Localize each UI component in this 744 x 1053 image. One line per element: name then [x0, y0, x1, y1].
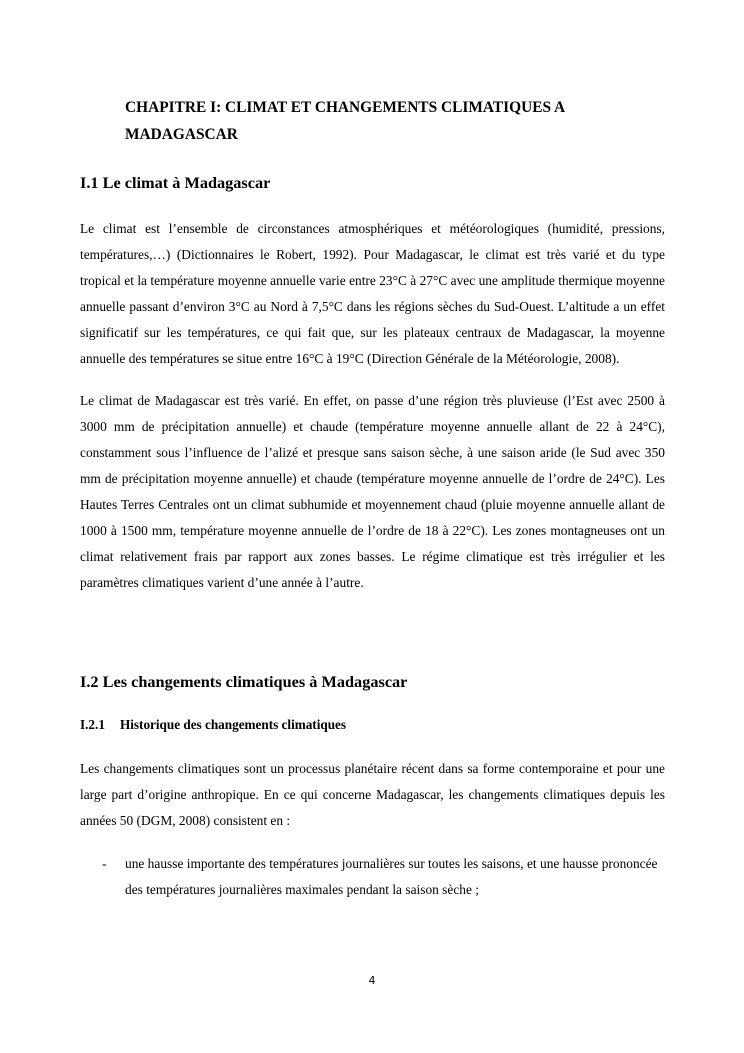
subsection-number: I.2.1 — [80, 717, 105, 732]
page-number: 4 — [368, 974, 376, 987]
paragraph-climate-change-intro: Les changements climatiques sont un processus planétaire récent dans sa forme contemporaine et pour une large part d’origine anthropique. En ce qui concerne Madagascar, les changements climatiques depuis les années 50 (DGM, 2008) consistent en : — [80, 761, 665, 828]
list-bullet: - — [102, 856, 107, 871]
list-item-text: une hausse importante des températures journalières sur toutes les saisons, et une hausse prononcée des températures journalières maximales pendant la saison sèche ; — [125, 856, 658, 897]
section-heading-climate-change: I.2 Les changements climatiques à Madagascar — [80, 672, 408, 691]
climate-change-list — [80, 851, 665, 903]
paragraph-climate-definition: Le climat est l’ensemble de circonstances atmosphériques et météorologiques (humidité, pressions, températures,…) (Dictionnaires le Robert, 1992). Pour Madagascar, le climat est très varié et du type tropical et la température moyenne annuelle varie entre 23°C à 27°C avec une amplitude thermique moyenne annuelle passant d’environ 3°C au Nord à 7,5°C dans les régions sèches du Sud-Ouest. L’altitude a un effet significatif sur les températures, ce qui fait que, sur les plateaux centraux de Madagascar, la moyenne annuelle des températures se situe entre 16°C à 19°C (Direction Générale de la Météorologie, 2008). — [80, 221, 665, 366]
subsection-heading-history — [80, 716, 665, 734]
subsection-title: Historique des changements climatiques — [120, 717, 347, 732]
chapter-title-line-2: MADAGASCAR — [125, 126, 238, 143]
section-heading-climate: I.1 Le climat à Madagascar — [80, 173, 271, 192]
chapter-title-line-1: CHAPITRE I: CLIMAT ET CHANGEMENTS CLIMATIQUES A — [125, 99, 566, 116]
chapter-title — [125, 94, 665, 148]
paragraph-climate-variety: Le climat de Madagascar est très varié. En effet, on passe d’une région très pluvieuse (l’Est avec 2500 à 3000 mm de précipitation annuelle) et chaude (température moyenne annuelle allant de 22 à 24°C), constamment sous l’influence de l’alizé et presque sans saison sèche, à une saison aride (le Sud avec 350 mm de précipitation moyenne annuelle) et chaude (température moyenne annuelle de l’ordre de 24°C). Les Hautes Terres Centrales ont un climat subhumide et moyennement chaud (pluie moyenne annuelle allant de 1000 à 1500 mm, température moyenne annuelle de l’ordre de 18 à 22°C). Les zones montagneuses ont un climat relativement frais par rapport aux zones basses. Le régime climatique est très irrégulier et les paramètres climatiques varient d’une année à l’autre. — [80, 393, 665, 590]
list-item — [80, 851, 665, 903]
